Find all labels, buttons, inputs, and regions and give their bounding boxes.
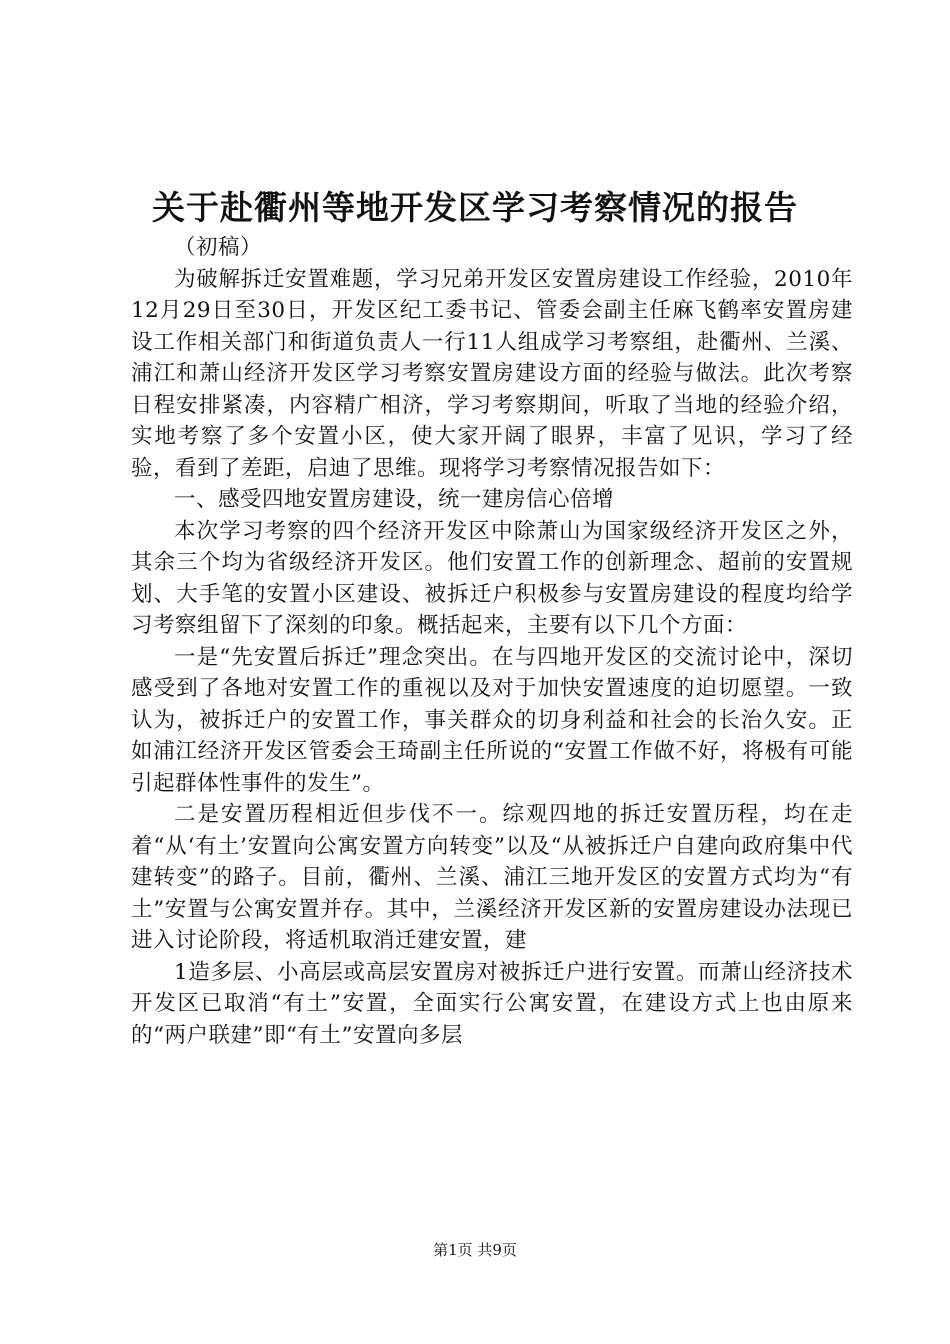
paragraph-continuation: 1造多层、小高层或高层安置房对被拆迁户进行安置。而萧山经济技术开发区已取消“有土”安置，全面实行公寓安置，在建设方式上也由原来的“两户联建”即“有土”安置向多层 <box>131 959 853 1048</box>
paragraph-overview: 本次学习考察的四个经济开发区中除萧山为国家级经济开发区之外，其余三个均为省级经济开发区。他们安置工作的创新理念、超前的安置规划、大手笔的安置小区建设、被拆迁户积极参与安置房建设的程度均给学习考察组留下了深刻的印象。概括起来，主要有以下几个方面： <box>131 518 853 638</box>
section-heading-1: 一、感受四地安置房建设，统一建房信心倍增 <box>174 487 615 512</box>
document-title: 关于赴衢州等地开发区学习考察情况的报告 <box>152 188 798 227</box>
paragraph-point-2: 二是安置历程相近但步伐不一。综观四地的拆迁安置历程，均在走着“从‘有土’安置向公寓安置方向转变”以及“从被拆迁户自建向政府集中代建转变”的路子。目前，衢州、兰溪、浦江三地开发区的安置方式均为“有土”安置与公寓安置并存。其中，兰溪经济开发区新的安置房建设办法现已进入讨论阶段，将适机取消迁建安置，建 <box>131 802 853 953</box>
page-footer: 第1页 共9页 <box>433 1241 517 1259</box>
paragraph-point-1: 一是“先安置后拆迁”理念突出。在与四地开发区的交流讨论中，深切感受到了各地对安置工作的重视以及对于加快安置速度的迫切愿望。一致认为，被拆迁户的安置工作，事关群众的切身利益和社会的长治久安。正如浦江经济开发区管委会王琦副主任所说的“安置工作做不好，将极有可能引起群体性事件的发生”。 <box>131 644 853 796</box>
draft-note: （初稿） <box>174 235 263 260</box>
document-body <box>131 232 853 1051</box>
paragraph-intro: 为破解拆迁安置难题，学习兄弟开发区安置房建设工作经验，2010年12月29日至30日，开发区纪工委书记、管委会副主任麻飞鹤率安置房建设工作相关部门和街道负责人一行11人组成学习考察组，赴衢州、兰溪、浦江和萧山经济开发区学习考察安置房建设方面的经验与做法。此次考察日程安排紧凑，内容精广相济，学习考察期间，听取了当地的经验介绍，实地考察了多个安置小区，使大家开阔了眼界，丰富了见识，学习了经验，看到了差距，启迪了思维。现将学习考察情况报告如下： <box>131 266 853 481</box>
